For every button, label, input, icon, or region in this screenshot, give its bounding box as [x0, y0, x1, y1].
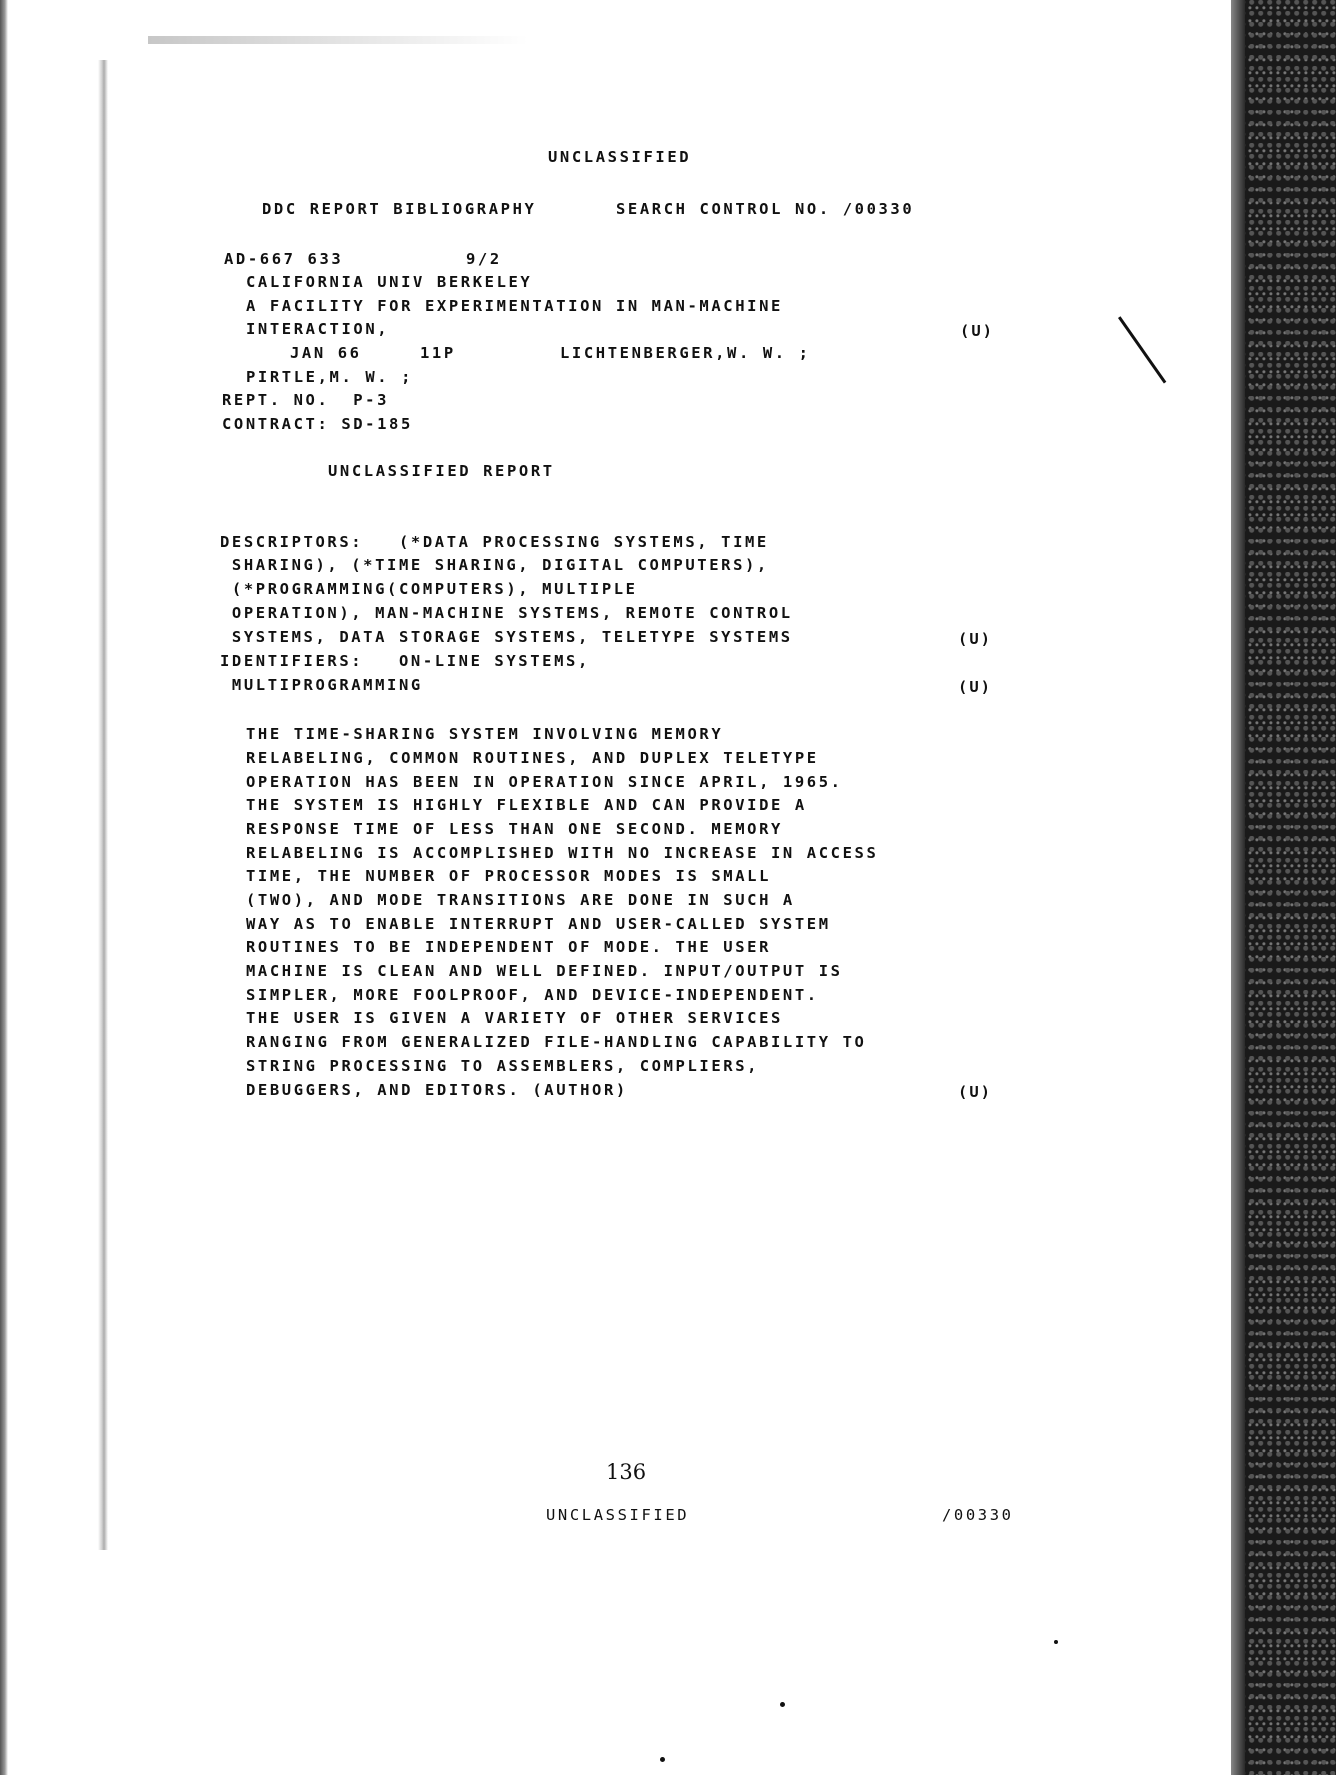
- binding-shadow: [98, 60, 108, 1550]
- author-primary: LICHTENBERGER,W. W. ;: [560, 344, 811, 362]
- report-classification: UNCLASSIFIED REPORT: [328, 462, 555, 480]
- descriptors-line: OPERATION), MAN-MACHINE SYSTEMS, REMOTE CONTROL: [220, 604, 793, 622]
- scan-left-edge: [0, 0, 8, 1775]
- scan-smudge: [148, 36, 528, 44]
- ad-number: AD-667 633: [224, 250, 344, 268]
- abstract-line: RELABELING IS ACCOMPLISHED WITH NO INCREASE IN ACCESS: [246, 844, 879, 862]
- descriptors-line: SYSTEMS, DATA STORAGE SYSTEMS, TELETYPE SYSTEMS: [220, 628, 793, 646]
- search-control-number: SEARCH CONTROL NO. /00330: [616, 200, 915, 218]
- abstract-line: THE SYSTEM IS HIGHLY FLEXIBLE AND CAN PROVIDE A: [246, 796, 807, 814]
- header-classification: UNCLASSIFIED: [548, 148, 692, 166]
- abstract-line: THE USER IS GIVEN A VARIETY OF OTHER SERVICES: [246, 1009, 783, 1027]
- author-secondary: PIRTLE,M. W. ;: [246, 368, 414, 386]
- abstract-line: STRING PROCESSING TO ASSEMBLERS, COMPLIERS,: [246, 1057, 760, 1075]
- field-group: 9/2: [466, 250, 502, 268]
- identifiers-line: IDENTIFIERS: ON-LINE SYSTEMS,: [220, 652, 590, 670]
- descriptors-line: (*PROGRAMMING(COMPUTERS), MULTIPLE: [220, 580, 638, 598]
- abstract-line: RESPONSE TIME OF LESS THAN ONE SECOND. MEMORY: [246, 820, 783, 838]
- abstract-line: RANGING FROM GENERALIZED FILE-HANDLING CAPABILITY TO: [246, 1033, 867, 1051]
- report-title-line: A FACILITY FOR EXPERIMENTATION IN MAN-MACHINE: [246, 297, 783, 315]
- page-count: 11P: [420, 344, 456, 362]
- scan-right-edge: [1231, 0, 1336, 1775]
- abstract-line: RELABELING, COMMON ROUTINES, AND DUPLEX TELETYPE: [246, 749, 819, 767]
- scan-speck: [780, 1702, 785, 1707]
- contract-number: CONTRACT: SD-185: [222, 415, 413, 433]
- abstract-line: SIMPLER, MORE FOOLPROOF, AND DEVICE-INDEPENDENT.: [246, 986, 819, 1004]
- abstract-line: DEBUGGERS, AND EDITORS. (AUTHOR): [246, 1081, 628, 1099]
- abstract-line: WAY AS TO ENABLE INTERRUPT AND USER-CALLED SYSTEM: [246, 915, 831, 933]
- abstract-line: ROUTINES TO BE INDEPENDENT OF MODE. THE USER: [246, 938, 771, 956]
- header-title: DDC REPORT BIBLIOGRAPHY: [262, 200, 537, 218]
- report-date: JAN 66: [290, 344, 362, 362]
- abstract-classification-mark: (U): [958, 1083, 992, 1101]
- report-title-line: INTERACTION,: [246, 320, 390, 338]
- pen-mark: [1118, 316, 1166, 383]
- footer-control-number: /00330: [942, 1506, 1014, 1524]
- page-number: 136: [606, 1460, 647, 1484]
- descriptors-classification-mark: (U): [958, 630, 992, 648]
- abstract-line: (TWO), AND MODE TRANSITIONS ARE DONE IN SUCH A: [246, 891, 795, 909]
- abstract-line: OPERATION HAS BEEN IN OPERATION SINCE APRIL, 1965.: [246, 773, 843, 791]
- scan-speck: [1054, 1640, 1058, 1644]
- scan-right-edge-inner: [1231, 0, 1245, 1775]
- source-institution: CALIFORNIA UNIV BERKELEY: [246, 273, 533, 291]
- identifiers-line: MULTIPROGRAMMING: [220, 676, 423, 694]
- scan-speck: [660, 1757, 665, 1762]
- abstract-line: TIME, THE NUMBER OF PROCESSOR MODES IS SMALL: [246, 867, 771, 885]
- title-classification-mark: (U): [960, 322, 994, 340]
- report-number: REPT. NO. P-3: [222, 391, 390, 409]
- identifiers-classification-mark: (U): [958, 678, 992, 696]
- descriptors-line: SHARING), (*TIME SHARING, DIGITAL COMPUTERS),: [220, 556, 769, 574]
- descriptors-line: DESCRIPTORS: (*DATA PROCESSING SYSTEMS, TIME: [220, 533, 769, 551]
- abstract-line: MACHINE IS CLEAN AND WELL DEFINED. INPUT/OUTPUT IS: [246, 962, 843, 980]
- abstract-line: THE TIME-SHARING SYSTEM INVOLVING MEMORY: [246, 725, 724, 743]
- footer-classification: UNCLASSIFIED: [546, 1506, 690, 1524]
